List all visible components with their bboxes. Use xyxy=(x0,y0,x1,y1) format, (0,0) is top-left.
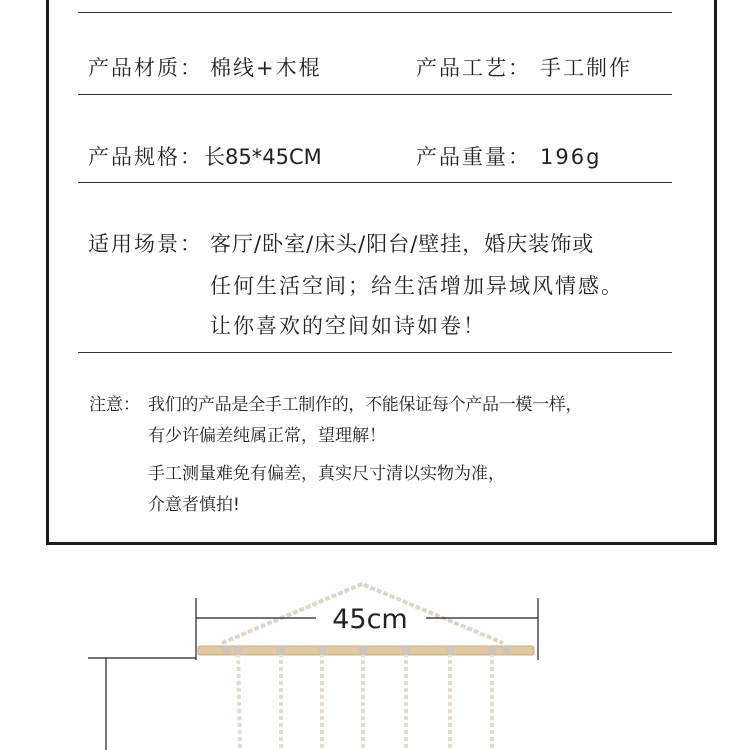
size-label: 产品规格： xyxy=(88,145,203,169)
knot xyxy=(487,645,497,655)
material-label: 产品材质： xyxy=(88,56,203,80)
craft-value: 手工制作 xyxy=(540,56,632,80)
scene-line-1: 客厅/卧室/床头/阳台/壁挂，婚庆装饰或 xyxy=(210,232,595,256)
weight-value: 196g xyxy=(540,145,602,169)
notice-line-4: 介意者慎拍! xyxy=(148,495,240,515)
width-label: 45cm xyxy=(332,604,408,635)
weight-label: 产品重量： xyxy=(416,145,531,169)
product-dimension-illustration xyxy=(0,560,750,750)
divider xyxy=(78,94,672,95)
knot xyxy=(317,645,327,655)
craft-label: 产品工艺： xyxy=(416,56,531,80)
scene-line-2: 任何生活空间；给生活增加异域风情感。 xyxy=(210,274,624,298)
divider xyxy=(78,12,672,13)
macrame-cords xyxy=(238,646,492,750)
divider xyxy=(78,182,672,183)
scene-line-3: 让你喜欢的空间如诗如卷！ xyxy=(210,314,486,338)
knot xyxy=(501,645,511,655)
knot xyxy=(233,645,243,655)
material-value: 棉线+木棍 xyxy=(210,56,322,80)
knot xyxy=(276,645,286,655)
divider xyxy=(78,352,672,353)
notice-line-2: 有少许偏差纯属正常，望理解！ xyxy=(148,426,386,446)
notice-line-1: 我们的产品是全手工制作的，不能保证每个产品一模一样， xyxy=(148,395,583,415)
knot xyxy=(445,645,455,655)
notice-label: 注意： xyxy=(89,395,140,415)
size-value: 长85*45CM xyxy=(204,145,322,169)
knot xyxy=(358,645,368,655)
scene-label: 适用场景： xyxy=(88,232,203,256)
cord xyxy=(238,646,240,750)
knot xyxy=(401,645,411,655)
knot xyxy=(221,645,231,655)
notice-line-3: 手工测量难免有偏差，真实尺寸清以实物为准， xyxy=(148,464,505,484)
